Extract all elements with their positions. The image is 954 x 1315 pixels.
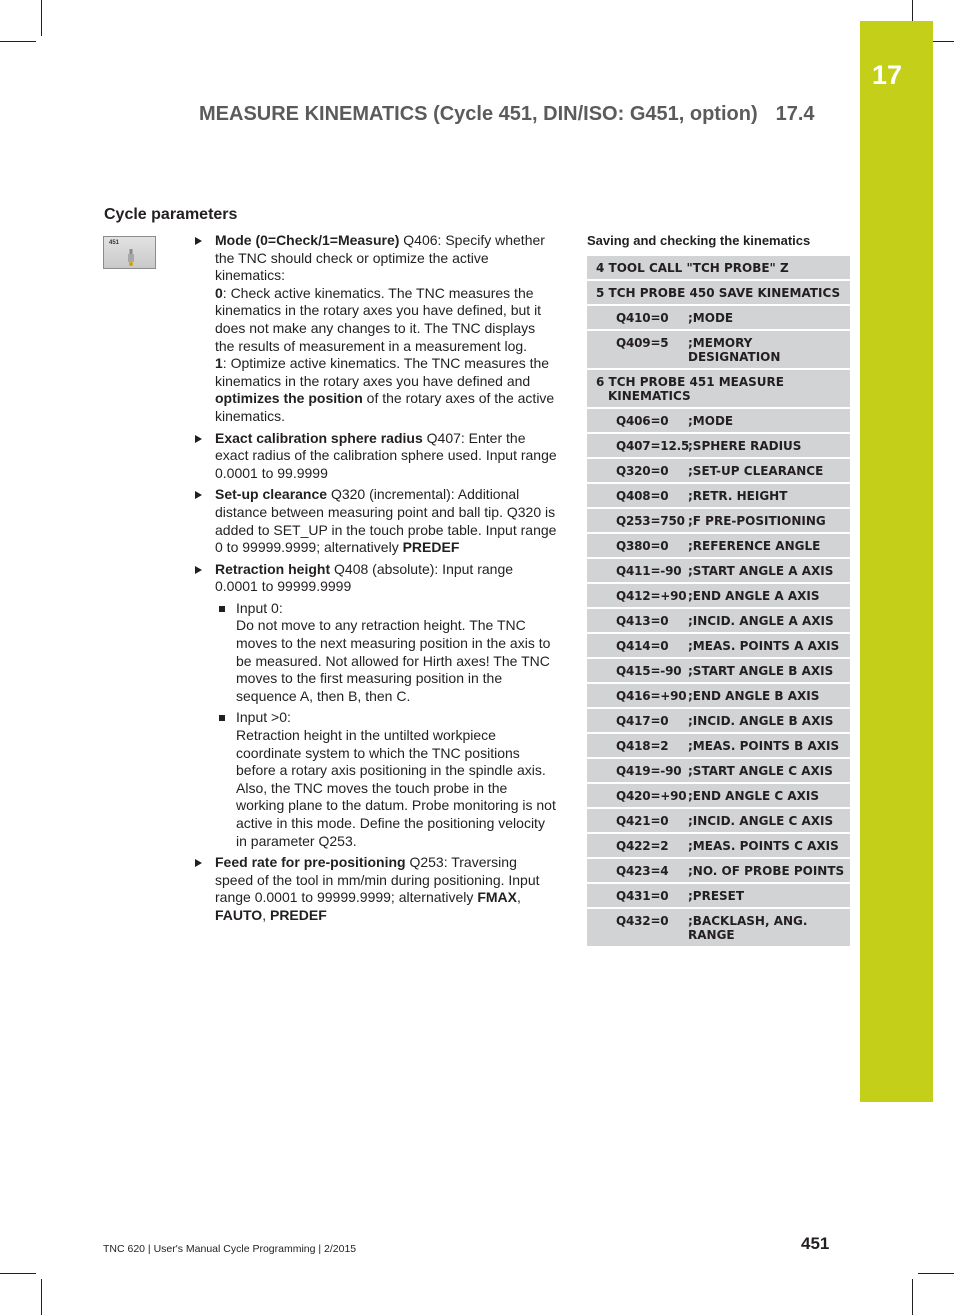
code-param-value: Q407=12.5	[616, 439, 690, 453]
crop-mark	[918, 1273, 954, 1274]
code-example-title: Saving and checking the kinematics	[587, 233, 811, 248]
code-param-value: Q253=750	[616, 514, 685, 528]
code-param-row	[587, 584, 850, 609]
code-param-comment: ;MODE	[688, 311, 734, 325]
param-retraction-height	[193, 561, 558, 851]
sub-item-text: Do not move to any retraction height. The TNC moves to the next measuring position in the axis to be measured. Not allowed for Hirth axes! The TNC moves to the first measuring position in the sequence A, then B, then C.	[236, 617, 551, 704]
separator: ,	[516, 889, 521, 906]
bullet-arrow-icon	[195, 237, 202, 245]
code-param-value: Q417=0	[616, 714, 669, 728]
code-param-comment: ;BACKLASH, ANG. RANGE	[688, 914, 808, 942]
option-key: 1	[215, 355, 223, 372]
code-param-row	[587, 759, 850, 784]
param-sphere-radius	[193, 430, 558, 483]
code-param-row	[587, 459, 850, 484]
code-param-row	[587, 609, 850, 634]
code-param-comment: ;NO. OF PROBE POINTS	[688, 864, 845, 878]
code-param-comment: ;START ANGLE B AXIS	[688, 664, 834, 678]
crop-mark	[912, 1279, 913, 1315]
param-mode	[193, 232, 558, 426]
code-param-comment: ;F PRE-POSITIONING	[688, 514, 826, 528]
section-title: Cycle parameters	[104, 206, 238, 223]
code-param-comment: ;MEAS. POINTS A AXIS	[688, 639, 840, 653]
code-param-comment: ;MEAS. POINTS B AXIS	[688, 739, 840, 753]
code-param-comment: ;MEAS. POINTS C AXIS	[688, 839, 839, 853]
code-param-value: Q422=2	[616, 839, 669, 853]
param-name: Set-up clearance	[215, 486, 328, 503]
cycle-451-softkey	[103, 236, 156, 269]
code-param-comment: ;INCID. ANGLE C AXIS	[688, 814, 834, 828]
code-param-value: Q408=0	[616, 489, 669, 503]
crop-mark	[41, 1279, 42, 1315]
param-text: : Specify whether the TNC should check or optimize the active kinematics:	[215, 232, 545, 284]
code-line-text: 6 TCH PROBE 451 MEASURE	[596, 375, 784, 389]
header-section: 17.4	[775, 103, 815, 125]
crop-mark	[0, 41, 36, 42]
option-emphasis: optimizes the position	[215, 390, 363, 407]
code-line	[587, 370, 850, 409]
separator: ,	[262, 906, 270, 923]
param-text: Q320 (incremental): Additional distance between measuring point and ball tip. Q320 is added to SET_UP in the touch probe table. Input range 0 to 99999.9999; alternatively	[215, 486, 557, 556]
bullet-arrow-icon	[195, 566, 202, 574]
param-alternative: FMAX	[477, 889, 517, 906]
page-number: 451	[801, 1234, 830, 1253]
parameter-list	[193, 232, 558, 929]
param-text: Q253: Traversing speed of the tool in mm/min during positioning. Input range 0.0001 to 99999.9999; alternatively	[215, 854, 540, 906]
code-param-value: Q421=0	[616, 814, 669, 828]
bullet-square-icon	[219, 606, 225, 612]
code-param-comment: ;MODE	[688, 414, 734, 428]
code-param-group	[587, 306, 850, 370]
code-param-value: Q423=4	[616, 864, 669, 878]
code-param-value: Q418=2	[616, 739, 669, 753]
code-param-value: Q413=0	[616, 614, 669, 628]
code-param-value: Q411=-90	[616, 564, 682, 578]
code-param-value: Q415=-90	[616, 664, 682, 678]
param-setup-clearance	[193, 486, 558, 556]
running-header	[199, 103, 839, 126]
param-name: Feed rate for pre-positioning	[215, 854, 406, 871]
code-param-row	[587, 434, 850, 459]
code-param-value: Q416=+90	[616, 689, 687, 703]
code-line: 5 TCH PROBE 450 SAVE KINEMATICS	[587, 281, 850, 306]
code-param-row	[587, 659, 850, 684]
code-param-row	[587, 534, 850, 559]
code-param-value: Q419=-90	[616, 764, 682, 778]
option-text: : Check active kinematics. The TNC measures the kinematics in the rotary axes you have defined, but it does not make any changes to it. The TNC displays the results of measurement in a measurement log.	[215, 284, 542, 354]
param-alternative: PREDEF	[402, 539, 460, 556]
code-param-value: Q380=0	[616, 539, 669, 553]
bullet-square-icon	[219, 715, 225, 721]
code-param-value: Q406=0	[616, 414, 669, 428]
bullet-arrow-icon	[195, 491, 202, 499]
code-param-row	[587, 859, 850, 884]
code-param-row	[587, 909, 850, 948]
code-param-value: Q320=0	[616, 464, 669, 478]
param-qnum: Q406	[403, 232, 438, 248]
param-name: Retraction height	[215, 560, 331, 577]
sub-item-input-0	[215, 600, 558, 706]
crop-mark	[0, 1273, 36, 1274]
sub-item-text: Retraction height in the untilted workpiece coordinate system to which the TNC positions before a rotary axis positioning in the spindle axis. Also, the TNC moves the touch probe in the working plane to the datum. Probe monitoring is not active in this mode. Define the positioning velocity in parameter Q253.	[236, 727, 556, 849]
code-example	[587, 256, 850, 948]
code-param-row	[587, 306, 850, 331]
code-param-value: Q420=+90	[616, 789, 687, 803]
param-feed-rate	[193, 854, 558, 924]
param-name: Mode (0=Check/1=Measure)	[215, 232, 400, 248]
crop-mark	[41, 0, 42, 36]
code-param-comment: ;START ANGLE C AXIS	[688, 764, 833, 778]
code-line-text: KINEMATICS	[608, 389, 691, 403]
chapter-number: 17	[871, 60, 903, 90]
code-param-row	[587, 509, 850, 534]
code-param-comment: ;END ANGLE B AXIS	[688, 689, 820, 703]
option-key: 0	[215, 284, 223, 301]
code-line: 4 TOOL CALL "TCH PROBE" Z	[587, 256, 850, 281]
code-param-comment: ;SET-UP CLEARANCE	[688, 464, 824, 478]
sub-item-title: Input >0:	[236, 709, 291, 726]
chapter-sidebar	[860, 21, 933, 1102]
code-param-row	[587, 331, 850, 370]
code-param-comment: ;END ANGLE C AXIS	[688, 789, 820, 803]
code-param-row	[587, 834, 850, 859]
code-param-comment: ;SPHERE RADIUS	[688, 439, 802, 453]
option-text: of the rotary axes of the active kinematics.	[215, 390, 555, 424]
code-param-comment: ;START ANGLE A AXIS	[688, 564, 834, 578]
param-text: Q408 (absolute): Input range 0.0001 to 99999.9999	[215, 560, 514, 595]
code-param-comment: ;RETR. HEIGHT	[688, 489, 788, 503]
param-alternative: PREDEF	[269, 906, 327, 923]
bullet-arrow-icon	[195, 435, 202, 443]
code-param-row	[587, 634, 850, 659]
code-param-value: Q432=0	[616, 914, 669, 928]
param-alternative: FAUTO	[215, 906, 263, 923]
code-param-comment: ;REFERENCE ANGLE	[688, 539, 821, 553]
option-text: : Optimize active kinematics. The TNC measures the kinematics in the rotary axes you have defined and	[215, 355, 550, 389]
code-param-row	[587, 484, 850, 509]
header-title: MEASURE KINEMATICS (Cycle 451, DIN/ISO: G451, option)	[199, 103, 758, 125]
code-param-comment: ;INCID. ANGLE B AXIS	[688, 714, 834, 728]
code-param-row	[587, 734, 850, 759]
param-name: Exact calibration sphere radius	[215, 429, 423, 446]
bullet-arrow-icon	[195, 859, 202, 867]
sub-item-title: Input 0:	[236, 599, 283, 616]
code-param-value: Q431=0	[616, 889, 669, 903]
code-param-comment: ;MEMORY DESIGNATION	[688, 336, 781, 364]
code-param-row	[587, 809, 850, 834]
code-param-comment: ;END ANGLE A AXIS	[688, 589, 820, 603]
footer-text: TNC 620 | User's Manual Cycle Programming | 2/2015	[103, 1243, 357, 1255]
sub-item-input-gt-0	[215, 709, 558, 850]
softkey-label: 451	[109, 240, 120, 246]
code-param-value: Q412=+90	[616, 589, 687, 603]
code-param-value: Q410=0	[616, 311, 669, 325]
param-text: Q407: Enter the exact radius of the calibration sphere used. Input range 0.0001 to 99.9999	[215, 429, 557, 481]
touch-probe-icon	[127, 249, 135, 266]
code-param-group	[587, 409, 850, 948]
code-param-comment: ;PRESET	[688, 889, 745, 903]
code-param-comment: ;INCID. ANGLE A AXIS	[688, 614, 834, 628]
code-param-row	[587, 409, 850, 434]
code-param-value: Q414=0	[616, 639, 669, 653]
code-param-value: Q409=5	[616, 336, 669, 350]
code-param-row	[587, 884, 850, 909]
code-param-row	[587, 709, 850, 734]
code-param-row	[587, 784, 850, 809]
code-param-row	[587, 559, 850, 584]
code-param-row	[587, 684, 850, 709]
